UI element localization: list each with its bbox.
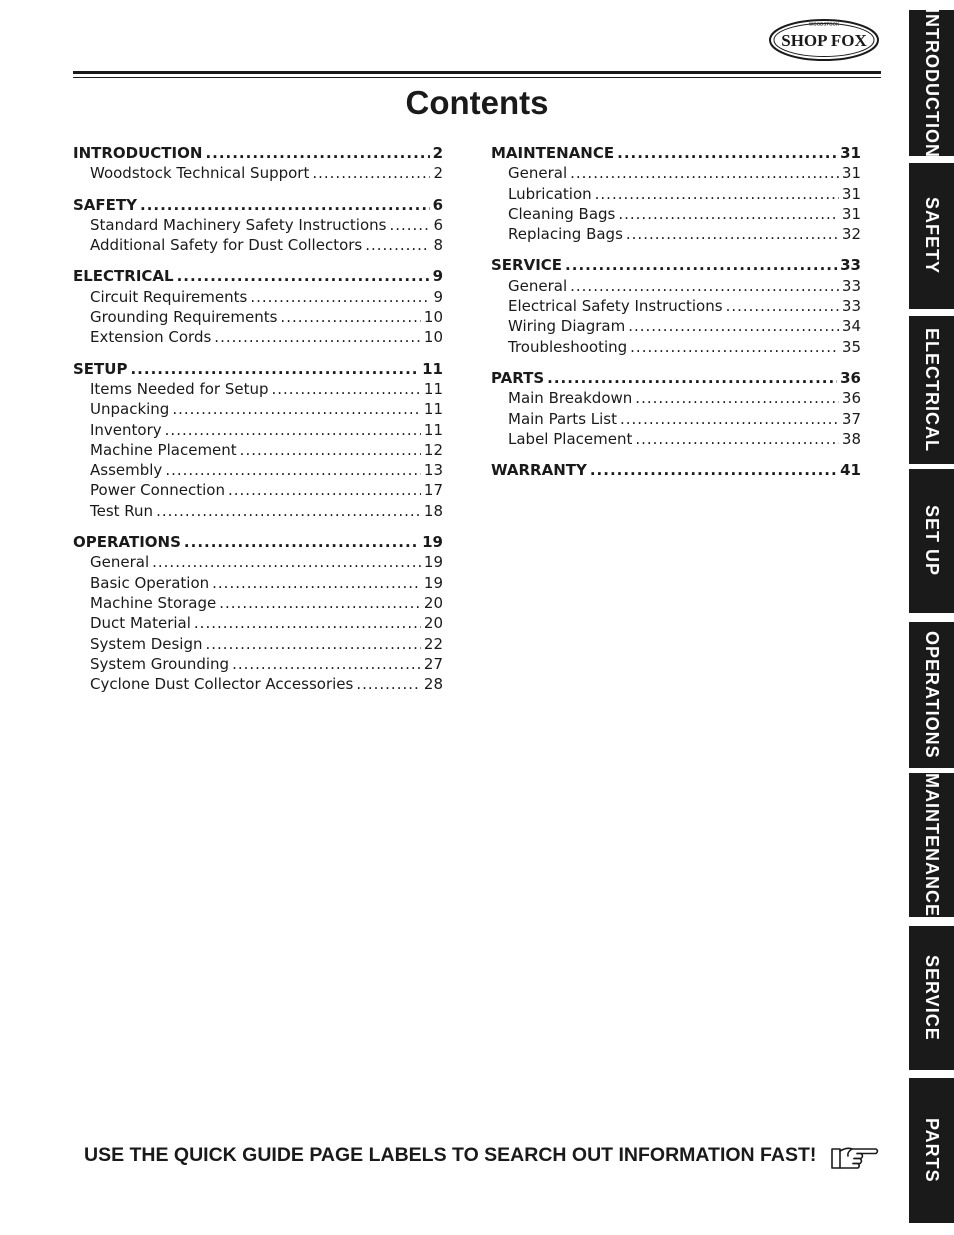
toc-page-number: 9 [433,287,443,306]
toc-section [491,256,861,357]
dot-leader [165,421,421,439]
tab-set-up[interactable] [909,469,954,613]
tab-electrical[interactable] [909,316,954,464]
dot-leader [570,164,839,182]
toc-section [73,144,443,185]
dot-leader [389,216,430,234]
toc-entry[interactable] [491,389,861,409]
toc-entry[interactable] [73,502,443,522]
toc-page-number: 10 [423,308,443,327]
toc-entry[interactable] [73,288,443,308]
header-rule [73,71,881,74]
tab-introduction[interactable] [909,10,954,156]
toc-entry-label: ELECTRICAL [73,267,174,286]
toc-section-heading[interactable] [73,144,443,164]
toc-entry-label: Cleaning Bags [508,204,616,223]
dot-leader [172,400,421,418]
toc-entry-label: General [508,164,568,183]
toc-section-heading[interactable] [73,533,443,553]
dot-leader [228,481,421,499]
dot-leader [280,308,420,326]
toc-entry-label: System Grounding [90,654,230,673]
toc-entry-label: Wiring Diagram [508,317,626,336]
toc-entry[interactable] [73,236,443,256]
toc-entry-label: Unpacking [90,400,170,419]
toc-entry-label: SETUP [73,359,128,378]
quick-guide-tabs [909,0,954,1235]
toc-page-number: 22 [423,634,443,653]
tab-label: ELECTRICAL [922,328,942,452]
toc-entry-label: Electrical Safety Instructions [508,297,723,316]
pointing-hand-icon [830,1144,880,1172]
toc-entry[interactable] [491,297,861,317]
toc-entry[interactable] [491,317,861,337]
toc-entry[interactable] [73,553,443,573]
tab-label: SET UP [922,505,942,577]
toc-page-number: 19 [423,553,443,572]
toc-entry-label: Machine Storage [90,593,217,612]
quick-guide-note: USE THE QUICK GUIDE PAGE LABELS TO SEARCH OUT INFORMATION FAST! [84,1144,817,1166]
toc-page-number: 36 [840,368,861,387]
tab-label: SAFETY [922,197,942,275]
toc-section [73,360,443,522]
dot-leader [635,430,839,448]
toc-page-number: 31 [841,204,861,223]
dot-leader [156,502,421,520]
toc-section [491,144,861,245]
toc-page-number: 11 [422,359,443,378]
toc-section-heading[interactable] [491,256,861,276]
toc-entry-label: Grounding Requirements [90,308,278,327]
toc-section-heading[interactable] [73,267,443,287]
dot-leader [628,317,839,335]
toc-section-heading[interactable] [73,360,443,380]
toc-entry-label: Duct Material [90,614,191,633]
dot-leader [726,297,839,315]
toc-page-number: 20 [423,614,443,633]
toc-entry-label: Label Placement [508,429,633,448]
toc-entry-label: Power Connection [90,481,225,500]
dot-leader [250,288,430,306]
toc-page-number: 28 [423,675,443,694]
dot-leader [635,389,839,407]
toc-entry[interactable] [491,430,861,450]
toc-page-number: 13 [423,461,443,480]
dot-leader [617,144,837,162]
dot-leader [214,328,421,346]
toc-entry-label: System Design [90,634,203,653]
toc-section [491,461,861,481]
shop-fox-logo [768,18,880,62]
toc-entry-label: Woodstock Technical Support [90,164,310,183]
toc-entry-label: SAFETY [73,195,137,214]
toc-entry-label: Standard Machinery Safety Instructions [90,215,387,234]
toc-entry-label: Additional Safety for Dust Collectors [90,236,363,255]
toc-entry-label: OPERATIONS [73,533,181,552]
tab-parts[interactable] [909,1078,954,1223]
toc-page-number: 31 [840,144,861,162]
dot-leader [365,236,430,254]
toc-section-heading[interactable] [491,369,861,389]
toc-section [73,196,443,257]
toc-page-number: 18 [423,501,443,520]
dot-leader [630,338,839,356]
toc-entry-label: PARTS [491,368,545,387]
dot-leader [565,256,837,274]
toc-entry[interactable] [73,421,443,441]
tab-label: INTRODUCTION [922,8,942,158]
toc-page-number: 9 [432,267,443,286]
toc-entry-label: Circuit Requirements [90,287,248,306]
dot-leader [165,461,421,479]
tab-label: MAINTENANCE [922,773,942,917]
toc-page-number: 11 [423,420,443,439]
toc-entry[interactable] [491,277,861,297]
dot-leader [240,441,421,459]
toc-section-heading[interactable] [491,144,861,164]
dot-leader [570,277,839,295]
toc-entry[interactable] [73,164,443,184]
dot-leader [130,360,419,378]
toc-entry-label: Assembly [90,461,163,480]
toc-entry-label: Items Needed for Setup [90,379,269,398]
tab-label: OPERATIONS [922,631,942,759]
page-title: Contents [405,84,549,121]
toc-page-number: 33 [840,256,861,275]
toc-entry[interactable] [491,164,861,184]
header-rule-thin [73,77,881,78]
toc-entry-label: INTRODUCTION [73,144,203,162]
toc-entry[interactable] [73,400,443,420]
toc-section [491,369,861,450]
toc-column-right [491,144,861,492]
toc-section-heading[interactable] [491,461,861,481]
toc-entry-label: Cyclone Dust Collector Accessories [90,675,354,694]
toc-entry-label: Test Run [90,501,154,520]
toc-page-number: 33 [841,297,861,316]
toc-page-number: 32 [841,225,861,244]
toc-entry[interactable] [73,614,443,634]
toc-section [73,267,443,348]
toc-entry[interactable] [491,185,861,205]
toc-page-number: 36 [841,389,861,408]
dot-leader [194,614,421,632]
dot-leader [272,380,421,398]
dot-leader [206,635,421,653]
toc-column-left [73,144,443,706]
dot-leader [212,574,421,592]
toc-entry-label: SERVICE [491,256,563,275]
toc-page-number: 34 [841,317,861,336]
toc-page-number: 31 [841,184,861,203]
dot-leader [618,205,839,223]
toc-entry-label: Troubleshooting [508,337,628,356]
toc-page-number: 31 [841,164,861,183]
tab-operations[interactable] [909,622,954,768]
toc-section-heading[interactable] [73,196,443,216]
toc-page-number: 41 [840,461,861,480]
toc-entry-label: MAINTENANCE [491,144,615,162]
toc-entry[interactable] [491,338,861,358]
toc-entry-label: Main Breakdown [508,389,633,408]
toc-page-number: 35 [841,337,861,356]
toc-page-number: 12 [423,440,443,459]
dot-leader [356,675,421,693]
toc-page-number: 17 [423,481,443,500]
toc-entry-label: Inventory [90,420,162,439]
toc-page-number: 11 [423,400,443,419]
tab-label: PARTS [922,1118,942,1183]
dot-leader [140,196,430,214]
toc-entry[interactable] [73,328,443,348]
dot-leader [312,164,430,182]
toc-page-number: 19 [423,573,443,592]
toc-page-number: 27 [423,654,443,673]
dot-leader [232,655,421,673]
toc-entry-label: Lubrication [508,184,592,203]
tab-maintenance[interactable] [909,773,954,917]
toc-entry-label: General [90,553,150,572]
toc-entry-label: Main Parts List [508,409,617,428]
toc-entry[interactable] [73,594,443,614]
dot-leader [590,461,837,479]
toc-page-number: 38 [841,429,861,448]
toc-page-number: 10 [423,328,443,347]
toc-page-number: 33 [841,276,861,295]
toc-entry[interactable] [491,410,861,430]
tab-label: SERVICE [922,955,942,1041]
toc-page-number: 37 [841,409,861,428]
toc-entry[interactable] [73,635,443,655]
svg-text:WOODSTOCK: WOODSTOCK [808,21,840,27]
toc-entry-label: Replacing Bags [508,225,623,244]
dot-leader [620,410,839,428]
toc-entry-label: General [508,276,568,295]
toc-entry[interactable] [73,380,443,400]
toc-entry[interactable] [491,205,861,225]
dot-leader [595,185,839,203]
toc-entry-label: Machine Placement [90,440,237,459]
toc-entry[interactable] [73,216,443,236]
toc-entry[interactable] [73,574,443,594]
toc-page-number: 11 [423,379,443,398]
toc-entry[interactable] [73,655,443,675]
toc-entry[interactable] [73,308,443,328]
toc-page-number: 20 [423,593,443,612]
toc-page-number: 2 [433,164,443,183]
toc-entry[interactable] [73,675,443,695]
dot-leader [177,267,430,285]
toc-page-number: 8 [433,236,443,255]
toc-entry-label: WARRANTY [491,461,587,480]
toc-entry[interactable] [73,461,443,481]
dot-leader [152,553,421,571]
toc-page-number: 6 [433,215,443,234]
dot-leader [626,225,839,243]
toc-entry[interactable] [491,225,861,245]
svg-text:SHOP FOX: SHOP FOX [781,31,867,50]
toc-entry[interactable] [73,441,443,461]
dot-leader [184,533,419,551]
toc-entry-label: Basic Operation [90,573,210,592]
toc-entry[interactable] [73,481,443,501]
dot-leader [219,594,421,612]
toc-entry-label: Extension Cords [90,328,212,347]
dot-leader [205,144,429,162]
tab-service[interactable] [909,926,954,1070]
toc-page-number: 2 [432,144,443,162]
dot-leader [547,369,837,387]
toc-section [73,533,443,695]
tab-safety[interactable] [909,163,954,309]
toc-page-number: 19 [422,533,443,552]
toc-page-number: 6 [432,195,443,214]
